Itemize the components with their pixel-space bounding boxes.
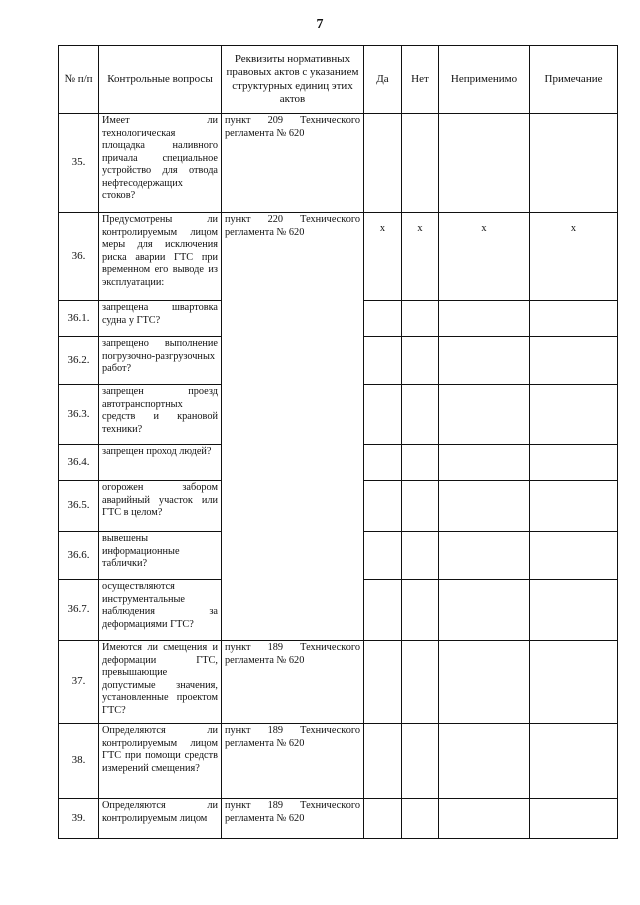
- row-question: Предусмотрены ли контролируемым лицом меры для исключения риска аварии ГТС при временном его выводе из эксплуатации:: [99, 213, 222, 301]
- row-no: [402, 301, 439, 337]
- row-note: [530, 799, 618, 839]
- row-note: [530, 532, 618, 580]
- row-not-applicable: [439, 481, 530, 532]
- row-no: [402, 641, 439, 724]
- row-question: Определяются ли контролируемым лицом ГТС при помощи средств измерений смещения?: [99, 724, 222, 799]
- row-not-applicable: [439, 114, 530, 213]
- row-question: осуществляются инструментальные наблюдения за деформациями ГТС?: [99, 580, 222, 641]
- row-no: [402, 481, 439, 532]
- header-requisites: Реквизиты нормативных правовых актов с указанием структурных единиц этих актов: [222, 46, 364, 114]
- row-no: х: [402, 213, 439, 301]
- row-note: [530, 481, 618, 532]
- checklist-table: [58, 45, 618, 839]
- row-yes: [364, 532, 402, 580]
- row-not-applicable: [439, 337, 530, 385]
- row-yes: [364, 724, 402, 799]
- row-number: 36.: [59, 213, 99, 301]
- row-number: 38.: [59, 724, 99, 799]
- row-yes: [364, 445, 402, 481]
- row-number: 37.: [59, 641, 99, 724]
- row-yes: [364, 114, 402, 213]
- row-not-applicable: [439, 301, 530, 337]
- header-note: Примечание: [530, 46, 618, 114]
- row-note: [530, 580, 618, 641]
- table-row: [59, 799, 618, 839]
- row-no: [402, 114, 439, 213]
- row-note: [530, 724, 618, 799]
- table-row: [59, 114, 618, 213]
- row-yes: [364, 301, 402, 337]
- header-yes: Да: [364, 46, 402, 114]
- row-number: 35.: [59, 114, 99, 213]
- row-not-applicable: [439, 641, 530, 724]
- row-question: Определяются ли контролируемым лицом: [99, 799, 222, 839]
- row-note: [530, 641, 618, 724]
- row-requisites: пункт 189 Технического регламента № 620: [222, 724, 364, 799]
- page-number: 7: [316, 17, 324, 32]
- row-not-applicable: [439, 580, 530, 641]
- header-not-applicable: Неприменимо: [439, 46, 530, 114]
- table-header-row: [59, 46, 618, 114]
- table-row: [59, 213, 618, 301]
- row-yes: [364, 799, 402, 839]
- header-no: Нет: [402, 46, 439, 114]
- table-row: [59, 724, 618, 799]
- row-yes: х: [364, 213, 402, 301]
- row-yes: [364, 641, 402, 724]
- header-num: № п/п: [59, 46, 99, 114]
- row-question: запрещено выполнение погрузочно-разгрузочных работ?: [99, 337, 222, 385]
- row-no: [402, 445, 439, 481]
- row-no: [402, 337, 439, 385]
- row-note: [530, 385, 618, 445]
- row-question: запрещена швартовка судна у ГТС?: [99, 301, 222, 337]
- row-no: [402, 724, 439, 799]
- row-question: запрещен проезд автотранспортных средств и крановой техники?: [99, 385, 222, 445]
- row-number: 36.5.: [59, 481, 99, 532]
- row-not-applicable: [439, 445, 530, 481]
- row-not-applicable: [439, 385, 530, 445]
- row-number: 36.7.: [59, 580, 99, 641]
- row-number: 36.1.: [59, 301, 99, 337]
- row-not-applicable: [439, 532, 530, 580]
- row-note: [530, 445, 618, 481]
- row-requisites: пункт 189 Технического регламента № 620: [222, 799, 364, 839]
- row-yes: [364, 337, 402, 385]
- row-requisites: пункт 220 Технического регламента № 620: [222, 213, 364, 641]
- row-question: запрещен проход людей?: [99, 445, 222, 481]
- row-requisites: пункт 209 Технического регламента № 620: [222, 114, 364, 213]
- row-no: [402, 799, 439, 839]
- row-not-applicable: х: [439, 213, 530, 301]
- row-question: Имеет ли технологическая площадка наливного причала специальное устройство для отвода нефтесодержащих стоков?: [99, 114, 222, 213]
- row-number: 39.: [59, 799, 99, 839]
- row-number: 36.4.: [59, 445, 99, 481]
- row-question: Имеются ли смещения и деформации ГТС, превышающие допустимые значения, установленные проектом ГТС?: [99, 641, 222, 724]
- row-yes: [364, 580, 402, 641]
- row-not-applicable: [439, 724, 530, 799]
- row-yes: [364, 385, 402, 445]
- row-no: [402, 532, 439, 580]
- row-no: [402, 385, 439, 445]
- row-note: [530, 337, 618, 385]
- row-question: вывешены информационные таблички?: [99, 532, 222, 580]
- row-no: [402, 580, 439, 641]
- row-note: [530, 114, 618, 213]
- row-yes: [364, 481, 402, 532]
- row-number: 36.2.: [59, 337, 99, 385]
- header-question: Контрольные вопросы: [99, 46, 222, 114]
- row-number: 36.6.: [59, 532, 99, 580]
- row-note: х: [530, 213, 618, 301]
- row-question: огорожен забором аварийный участок или ГТС в целом?: [99, 481, 222, 532]
- row-not-applicable: [439, 799, 530, 839]
- row-number: 36.3.: [59, 385, 99, 445]
- row-note: [530, 301, 618, 337]
- row-requisites: пункт 189 Технического регламента № 620: [222, 641, 364, 724]
- table-row: [59, 641, 618, 724]
